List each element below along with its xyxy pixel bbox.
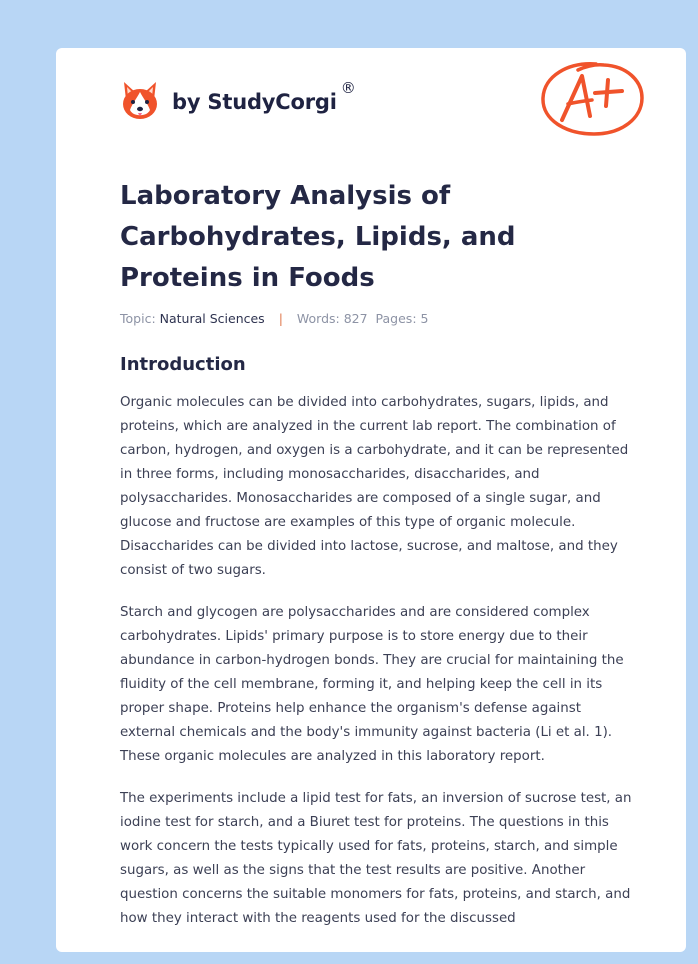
pages-label: Pages: [375, 311, 417, 326]
corgi-logo-icon [120, 78, 160, 122]
section-body [120, 391, 632, 949]
a-plus-grade-stamp [538, 58, 648, 140]
words-label: Words: [296, 311, 340, 326]
document-title: Laboratory Analysis of Carbohydrates, Lipids, and Proteins in Foods [120, 181, 516, 293]
brand-logo[interactable] [120, 76, 356, 124]
topic-link[interactable]: Natural Sciences [159, 311, 265, 326]
pages-count: 5 [420, 311, 429, 326]
meta-separator: | [278, 311, 283, 326]
paragraph: Starch and glycogen are polysaccharides and are considered complex carbohydrates. Lipids' primary purpose is to store energy due to their abundance in carbon-hydrogen bonds. They are crucial for maintaining the fluidity of the cell membrane, forming it, and helping keep the cell in its proper shape. Proteins help enhance the organism's defense against external chemicals and the body's immunity against bacteria (Li et al. 1). These organic molecules are analyzed in this laboratory report. [120, 605, 624, 764]
document-meta [120, 311, 428, 326]
topic-label: Topic: [120, 311, 156, 326]
section-heading: Introduction [120, 354, 246, 375]
registered-mark: ® [340, 79, 356, 97]
brand-name: by StudyCorgi [172, 90, 337, 114]
paragraph: The experiments include a lipid test for fats, an inversion of sucrose test, an iodine test for starch, and a Biuret test for proteins. The questions in this work concern the tests typically used for fats, proteins, starch, and simple sugars, as well as the signs that the test results are positive. Another question concerns the suitable monomers for fats, proteins, and starch, and how they interact with the reagents used for the discussed [120, 791, 632, 926]
words-count: 827 [343, 311, 368, 326]
document-page [56, 48, 686, 952]
paragraph: Organic molecules can be divided into carbohydrates, sugars, lipids, and proteins, which are analyzed in the current lab report. The combination of carbon, hydrogen, and oxygen is a carbohydrate, and it can be represented in three forms, including monosaccharides, disaccharides, and polysaccharides. Monosaccharides are composed of a single sugar, and glucose and fructose are examples of this type of organic molecule. Disaccharides can be divided into lactose, sucrose, and maltose, and they consist of two sugars. [120, 395, 629, 578]
